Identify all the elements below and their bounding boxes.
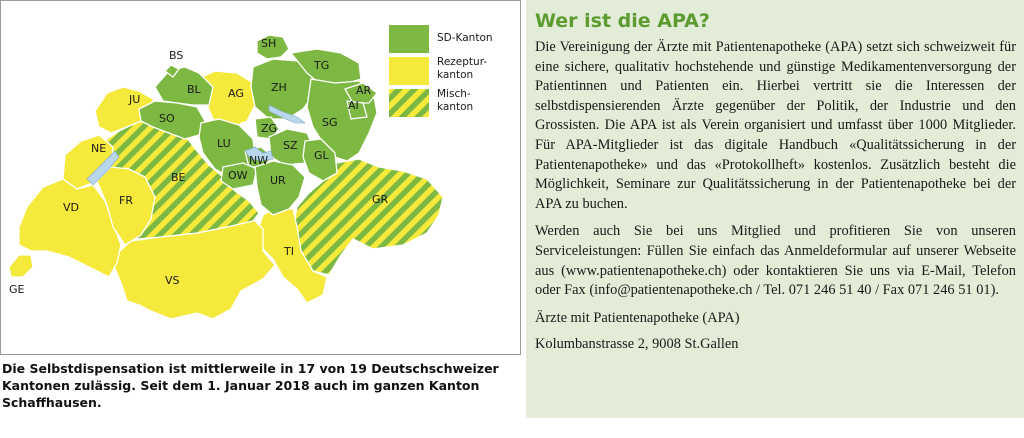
- map-panel: [0, 0, 521, 355]
- map-caption: Die Selbstdispensation ist mittlerweile in 17 von 19 Deutschschweizer Kantonen zulässig. Seit dem 1. Januar 2018 auch im ganzen Kanton Schaffhausen.: [2, 361, 499, 410]
- canton-label-zh: ZH: [271, 81, 287, 94]
- canton-label-vd: VD: [63, 201, 79, 214]
- canton-label-ju: JU: [129, 93, 141, 106]
- canton-label-fr: FR: [119, 194, 133, 207]
- canton-label-vs: VS: [165, 274, 180, 287]
- legend-label-sd: SD-Kanton: [437, 32, 493, 44]
- canton-label-gr: GR: [372, 193, 389, 206]
- legend-label-rezeptur: Rezeptur-kanton: [437, 56, 488, 81]
- legend-swatch-rezeptur: [389, 57, 429, 85]
- canton-label-ne: NE: [91, 142, 107, 155]
- canton-label-be: BE: [171, 171, 186, 184]
- info-org-name: Ärzte mit Patientenapotheke (APA): [535, 309, 740, 326]
- canton-label-bs: BS: [169, 49, 184, 62]
- info-paragraph-membership: Werden auch Sie bei uns Mitglied und profitieren Sie von unseren Serviceleistungen: Füllen Sie einfach das Anmeldeformular auf unserer Webseite aus (www.patientenapotheke.ch) oder kontaktieren Sie uns via E-Mail, Telefon oder Fax (info@patientenapotheke.ch / Tel. 071 246 51 40 / Fax 071 246 51 01).: [535, 223, 1016, 299]
- canton-label-ur: UR: [270, 174, 286, 187]
- info-panel: [526, 0, 1024, 418]
- switzerland-canton-map: [1, 1, 522, 356]
- canton-label-so: SO: [159, 112, 175, 125]
- canton-label-ag: AG: [228, 87, 244, 100]
- canton-label-sz: SZ: [283, 139, 298, 152]
- canton-label-sg: SG: [322, 116, 338, 129]
- canton-label-zg: ZG: [261, 122, 278, 135]
- legend-label-misch: Misch-kanton: [437, 88, 474, 113]
- canton-shape-ge: [9, 255, 33, 277]
- info-address: Kolumbanstrasse 2, 9008 St.Gallen: [535, 336, 739, 353]
- canton-label-lu: LU: [217, 137, 231, 150]
- canton-label-gl: GL: [314, 149, 329, 162]
- canton-label-ai: AI: [348, 99, 359, 112]
- info-paragraph-about: Die Vereinigung der Ärzte mit Patientenapotheke (APA) setzt sich schweizweit für eine sichere, qualitativ hochstehende und günstige Medikamentenversorgung der Patientinnen und Patienten ein. Hierbei vertritt sie die Interessen der selbstdispensierenden Ärzte gegenüber der Politik, der Industrie und den Grossisten. Die APA ist als Verein organisiert und umfasst über 1000 Mitglieder. Für APA-Mitglieder ist das digitale Handbuch «Qualitätssicherung in der Patientenapotheke» und das «Protokollheft» kostenlos. Zusätzlich besteht die Möglichkeit, Seminare zur Qualitätssicherung in der Patientenapotheke bei der APA zu buchen.: [535, 39, 1016, 212]
- canton-label-ow: OW: [228, 169, 248, 182]
- canton-label-ge: GE: [9, 283, 25, 296]
- canton-label-bl: BL: [187, 83, 201, 96]
- map-legend: [389, 25, 493, 117]
- canton-label-sh: SH: [261, 37, 277, 50]
- canton-label-tg: TG: [314, 59, 330, 72]
- legend-swatch-misch: [389, 89, 429, 117]
- canton-shape-bl: [155, 67, 213, 105]
- canton-label-ar: AR: [356, 84, 372, 97]
- info-title: Wer ist die APA?: [535, 10, 710, 32]
- canton-label-nw: NW: [249, 154, 269, 167]
- legend-swatch-sd: [389, 25, 429, 53]
- canton-label-ti: TI: [284, 245, 294, 258]
